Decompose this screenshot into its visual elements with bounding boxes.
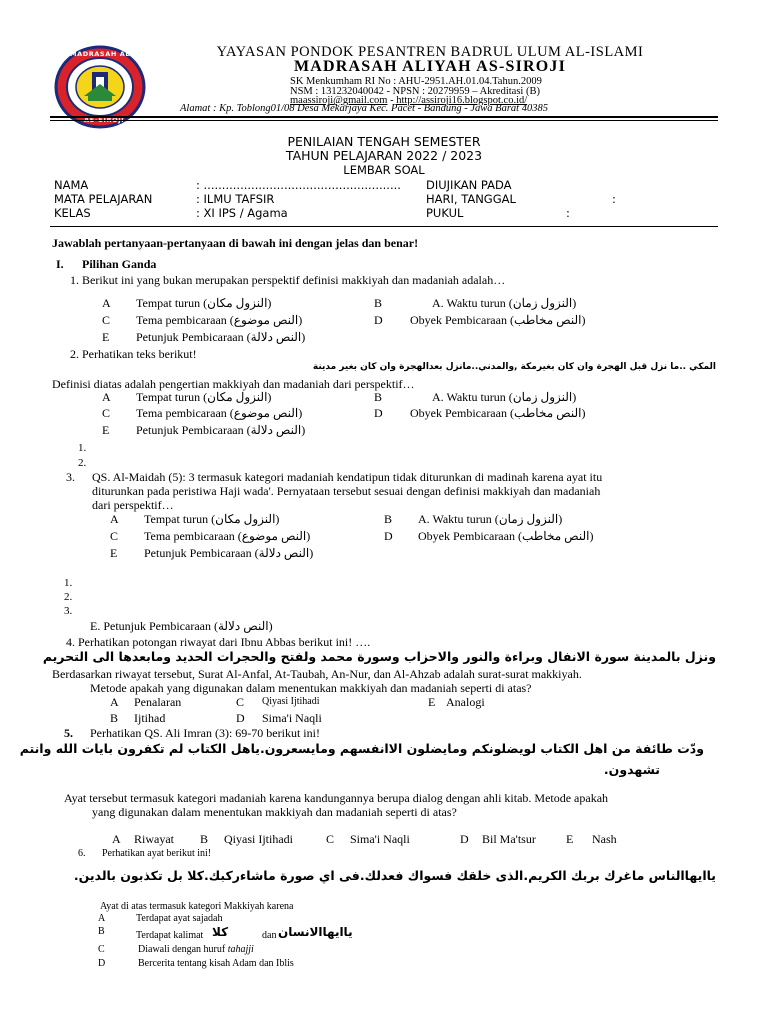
q5-arabic-2: تشهدون. [603,762,660,777]
q6-arabic: ياايهاالناس ماغرك بربك الكريم.الذى خلقك فسواك فعدلك.فى اي صورة ماشاءركبك.كلا بل تكذبون بالدين. [73,868,716,883]
email-link[interactable]: maassiroji@gmail.com [290,95,388,106]
q6-a-letter: A [98,913,106,924]
q2-a-letter: A [102,390,111,404]
q2-e-letter: E [102,423,110,437]
q6-number: 6. [78,848,86,859]
q6-d-text: Bercerita tentang kisah Adam dan Iblis [138,958,294,969]
q1-c-text: Tema pembicaraan (النص موضوع) [136,313,303,327]
q2-b-text: A. Waktu turun (النزول زمان) [432,390,577,404]
hari-colon: : [612,192,616,206]
q5-line1: Ayat tersebut termasuk kategori madaniah karena kandungannya berupa dialog dengan ahli kitab. Metode apakah [64,791,609,805]
nama-value[interactable]: : ...................................................... [196,178,401,192]
q2-b-letter: B [374,390,383,404]
sk-number: SK Menkumham RI No : AHU-2951.AH.01.04.Tahun.2009 [290,76,542,87]
q5-b-text: Qiyasi Ijtihadi [224,832,293,846]
q4-arabic: ونزل بالمدينة سورة الانفال وبراءة والنور والاحزاب وسورة محمد ولفتح والحجرات الحديد ومابعدها الى التحريم [42,649,716,664]
q2-c-letter: C [102,406,111,420]
pukul-label: PUKUL [426,206,464,220]
q1-text: 1. Berikut ini yang bukan merupakan perspektif definisi makkiyah dan madaniah adalah… [70,273,506,287]
q5-d-text: Bil Ma'tsur [482,832,536,846]
logo-bottom-text: AS-SIROJI [84,116,125,124]
q1-c-letter: C [102,313,111,327]
q3-line3: dari perspektif… [92,498,174,512]
q3-e-letter: E [110,546,118,560]
q2-text: 2. Perhatikan teks berikut! [70,347,197,361]
q3-line1: QS. Al-Maidah (5): 3 termasuk kategori madaniah kendatipun tidak diturunkan di madinah karena ayat itu [92,470,603,484]
q5-arabic-1: ودّت طائفة من اهل الكتاب لويضلونكم ومايضلون الاانفسهم ومايسعرون.ياهل الكتاب لم تكفرون بايات الله وانتم [19,741,704,756]
q2-d-text: Obyek Pembicaraan (النص مخاطب) [410,406,586,420]
q3-e-extra: E. Petunjuk Pembicaraan (النص دلالة) [90,619,273,633]
q1-d-letter: D [374,313,383,327]
hari-label: HARI, TANGGAL [426,192,516,206]
diujikan-label: DIUJIKAN PADA [426,178,512,192]
q5-line2: yang digunakan dalam menentukan makkiyah dan madaniah seperti di atas? [92,805,457,819]
website-link[interactable]: http://assiroji16.blogspot.co.id/ [396,95,528,106]
q4-text: 4. Perhatikan potongan riwayat dari Ibnu Abbas berikut ini! …. [66,635,371,649]
logo-top-text: MADRASAH ALIYAH [70,50,150,58]
q6-b-text-1: Terdapat kalimat [136,930,204,941]
q1-d-text: Obyek Pembicaraan (النص مخاطب) [410,313,586,327]
q5-d-letter: D [460,832,469,846]
q1-b-letter: B [374,296,383,310]
q6-b-text-2: dan [262,930,277,941]
q3-number: 3. [66,470,75,484]
q5-e-letter: E [566,832,574,846]
q4-c-letter: C [236,695,245,709]
q2-d-letter: D [374,406,383,420]
q2-c-text: Tema pembicaraan (النص موضوع) [136,406,303,420]
q2-number-2: 2. [78,457,87,469]
q3-b-text: A. Waktu turun (النزول زمان) [418,512,563,526]
q6-c-italic: tahajji [227,944,254,955]
kelas-value: : XI IPS / Agama [196,206,288,220]
q6-b-arabic-1: كلا [212,925,229,939]
q4-d-letter: D [236,711,245,725]
contact-separator: - [387,95,397,106]
q5-a-text: Riwayat [134,832,174,846]
q1-a-letter: A [102,296,111,310]
q4-b-text: Ijtihad [134,711,166,725]
mapel-label: MATA PELAJARAN [54,192,153,206]
q5-e-text: Nash [592,832,617,846]
q3-d-letter: D [384,529,393,543]
q4-a-text: Penalaran [134,695,182,709]
q4-c-text: Qiyasi Ijtihadi [262,696,320,707]
q3-line2: diturunkan pada peristiwa Haji wada'. Pernyataan tersebut sesuai dengan definisi makkiyah dan madaniah [92,484,601,498]
q2-arabic: المكي ..ما نزل قبل الهجرة وان كان بغيرمكة ,والمدني..مانزل بعدالهجرة وان كان بغير مدينة [312,362,716,372]
q5-text: Perhatikan QS. Ali Imran (3): 69-70 berikut ini! [90,726,320,740]
q1-e-letter: E [102,330,110,344]
q6-text: Perhatikan ayat berikut ini! [102,848,212,859]
q6-a-text: Terdapat ayat sajadah [136,913,223,924]
section-number: I. [56,257,64,271]
header-divider-thick [50,116,718,118]
q4-e-letter: E [428,695,436,709]
header-divider-thin [50,120,718,121]
q3-number-2: 2. [64,591,73,603]
q3-number-3: 3. [64,605,73,617]
q3-a-letter: A [110,512,119,526]
nsm-npsn: NSM : 131232040042 - NPSN : 20279959 – Akreditasi (B) [290,86,540,97]
q2-definition: Definisi diatas adalah pengertian makkiyah dan madaniah dari perspektif… [52,377,415,391]
nama-label: NAMA [54,178,89,192]
q6-b-arabic-2: ياايهاالانسان [278,925,353,939]
exam-year: TAHUN PELAJARAN 2022 / 2023 [285,148,483,163]
q3-b-letter: B [384,512,393,526]
instruction: Jawablah pertanyaan-pertanyaan di bawah ini dengan jelas dan benar! [52,236,419,250]
q1-b-text: A. Waktu turun (النزول زمان) [432,296,577,310]
q3-a-text: Tempat turun (النزول مكان) [144,512,280,526]
q1-e-text: Petunjuk Pembicaraan (النص دلالة) [136,330,306,344]
q6-c-text: Diawali dengan huruf [138,944,226,955]
q3-c-letter: C [110,529,119,543]
mapel-value: : ILMU TAFSIR [196,192,275,206]
q5-number: 5. [64,726,73,740]
q6-c-letter: C [98,944,105,955]
q3-e-text: Petunjuk Pembicaraan (النص دلالة) [144,546,314,560]
q4-d-text: Sima'i Naqli [262,711,322,725]
q5-a-letter: A [112,832,121,846]
info-divider [50,226,718,227]
q4-a-letter: A [110,695,119,709]
q2-a-text: Tempat turun (النزول مكان) [136,390,272,404]
q4-e-text: Analogi [446,695,485,709]
q1-a-text: Tempat turun (النزول مكان) [136,296,272,310]
pukul-colon: : [566,206,570,220]
foundation-name: YAYASAN PONDOK PESANTREN BADRUL ULUM AL-ISLAMI [216,44,644,60]
q5-c-text: Sima'i Naqli [350,832,410,846]
kelas-label: KELAS [54,206,91,220]
q3-number-1: 1. [64,577,73,589]
q5-c-letter: C [326,832,335,846]
exam-title: PENILAIAN TENGAH SEMESTER [287,134,481,149]
address: Alamat : Kp. Toblong01/08 Desa Mekarjaya Kec. Pacet - Bandung - Jawa Barat 40385 [180,103,548,114]
q5-b-letter: B [200,832,209,846]
q6-c-text-group [138,944,254,955]
q3-d-text: Obyek Pembicaraan (النص مخاطب) [418,529,594,543]
q6-stem: Ayat di atas termasuk kategori Makkiyah karena [100,901,294,912]
q6-b-letter: B [98,926,105,937]
q2-e-text: Petunjuk Pembicaraan (النص دلالة) [136,423,306,437]
exam-sheet: LEMBAR SOAL [343,163,425,177]
q4-line2: Metode apakah yang digunakan dalam menentukan makkiyah dan madaniah seperti di atas? [90,681,532,695]
q3-c-text: Tema pembicaraan (النص موضوع) [144,529,311,543]
q2-number-1: 1. [78,442,87,454]
school-name: MADRASAH ALIYAH AS-SIROJI [293,58,567,75]
q4-line1: Berdasarkan riwayat tersebut, Surat Al-Anfal, At-Taubah, An-Nur, dan Al-Ahzab adalah surat-surat makkiyah. [52,667,582,681]
q6-d-letter: D [98,958,106,969]
section-title: Pilihan Ganda [82,257,157,271]
q4-b-letter: B [110,711,119,725]
